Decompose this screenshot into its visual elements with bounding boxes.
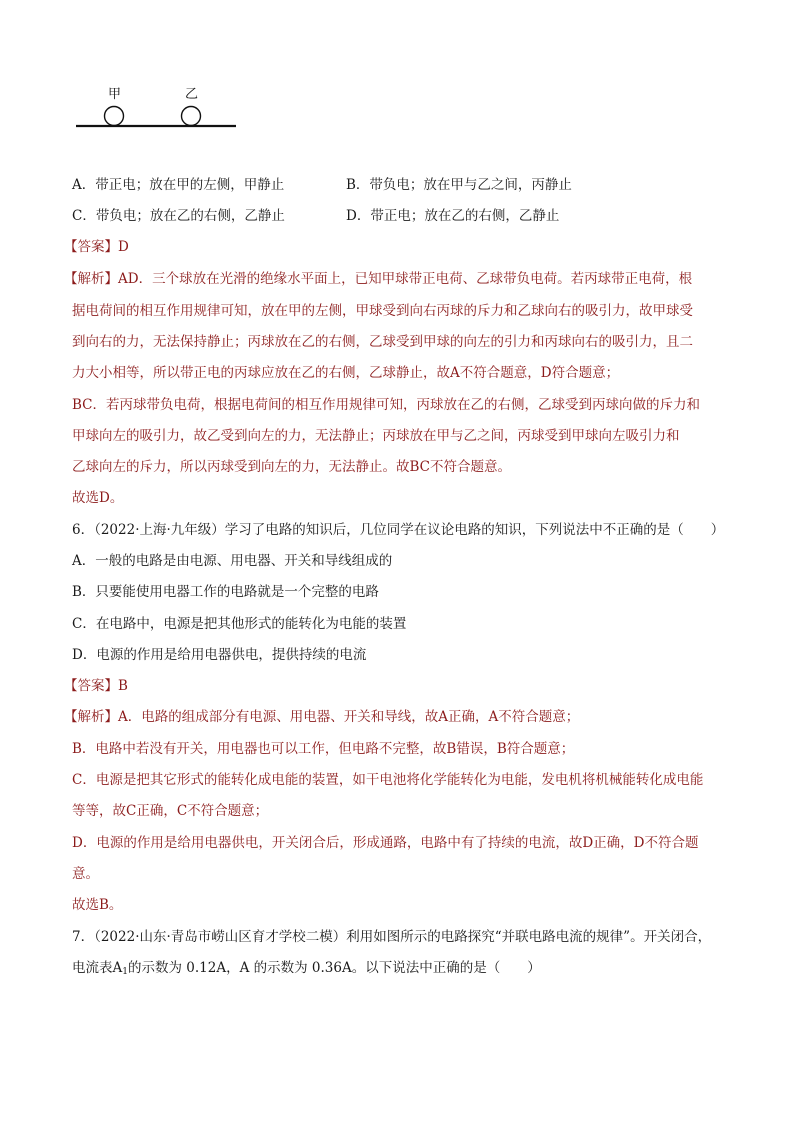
q5-analysis-line: 甲球向左的吸引力，故乙受到向左的力，无法静止；丙球放在甲与乙之间，丙球受到甲球向左吸引力和	[72, 428, 680, 444]
ball-a-label: 甲	[108, 87, 122, 102]
q6-analysis-line: 等等，故C正确，C不符合题意；	[72, 803, 269, 819]
q6-stem: 6．（2022·上海·九年级）学习了电路的知识后，几位同学在议论电路的知识，下列说法中不正确的是（ ）	[72, 522, 725, 538]
q6-answer-label: 【答案】	[64, 678, 118, 694]
q5-analysis-line: 据电荷间的相互作用规律可知，放在甲的左侧，甲球受到向右丙球的斥力和乙球向右的吸引力，故甲球受	[72, 303, 693, 319]
q6-analysis-label: 【解析】	[64, 709, 118, 725]
balls-diagram	[70, 80, 250, 140]
q5-option-c: C．带负电；放在乙的右侧，乙静止	[72, 208, 285, 224]
q7-stem-line1: 7．（2022·山东·青岛市崂山区育才学校二模）利用如图所示的电路探究“并联电路电流的规律”。开关闭合，	[72, 929, 712, 945]
q6-analysis-line: B．电路中若没有开关，用电器也可以工作，但电路不完整，故B错误，B符合题意；	[72, 741, 575, 757]
q5-option-b: B．带负电；放在甲与乙之间，丙静止	[346, 177, 572, 193]
q5-answer	[64, 238, 794, 256]
q5-analysis-label: 【解析】	[64, 271, 118, 287]
q6-option-c: C．在电路中，电源是把其他形式的能转化为电能的装置	[72, 616, 407, 632]
ball-b-label: 乙	[185, 87, 199, 102]
q5-analysis-line: BC．若丙球带负电荷，根据电荷间的相互作用规律可知，丙球放在乙的右侧，乙球受到丙球向做的斥力和	[72, 397, 700, 413]
ball-b	[182, 107, 201, 126]
ball-a	[105, 107, 124, 126]
q5-option-d: D．带正电；放在乙的右侧，乙静止	[346, 208, 560, 224]
q6-conclusion: 故选B。	[72, 897, 123, 913]
q5-answer-value: D	[118, 239, 129, 255]
q6-option-a: A．一般的电路是由电源、用电器、开关和导线组成的	[72, 553, 393, 569]
q6-analysis-line: 【解析】A．电路的组成部分有电源、用电器、开关和导线，故A正确，A不符合题意；	[64, 709, 580, 725]
q5-conclusion: 故选D。	[72, 490, 124, 506]
q6-answer	[64, 677, 794, 695]
q6-analysis-line: 意。	[72, 866, 99, 882]
balls-figure	[70, 80, 250, 140]
q5-analysis-line: 力大小相等，所以带正电的丙球应放在乙的右侧，乙球静止，故A不符合题意，D符合题意；	[72, 365, 620, 381]
q6-answer-value: B	[118, 678, 128, 694]
q6-analysis-line: D．电源的作用是给用电器供电，开关闭合后，形成通路，电路中有了持续的电流，故D正确，D不符合题	[72, 835, 699, 851]
q5-analysis-line: 乙球向左的斥力，所以丙球受到向左的力，无法静止。故BC不符合题意。	[72, 459, 511, 475]
q5-analysis-line: 【解析】AD．三个球放在光滑的绝缘水平面上，已知甲球带正电荷、乙球带负电荷。若丙球带正电荷，根	[64, 271, 693, 287]
q6-option-d: D．电源的作用是给用电器供电，提供持续的电流	[72, 647, 367, 663]
q6-analysis-line: C．电源是把其它形式的能转化成电能的装置，如干电池将化学能转化为电能，发电机将机械能转化成电能	[72, 772, 704, 788]
q5-option-a: A．带正电；放在甲的左侧，甲静止	[72, 177, 285, 193]
q6-option-b: B．只要能使用电器工作的电路就是一个完整的电路	[72, 584, 379, 600]
q7-stem-line2: 电流表$A_1$的示数为 0.12A，A 的示数为 0.36A。以下说法中正确的是（ ）	[72, 960, 541, 977]
q5-analysis-line: 到向右的力，无法保持静止；丙球放在乙的右侧，乙球受到甲球的向左的引力和丙球向右的吸引力，且二	[72, 334, 693, 350]
q5-answer-label: 【答案】	[64, 239, 118, 255]
